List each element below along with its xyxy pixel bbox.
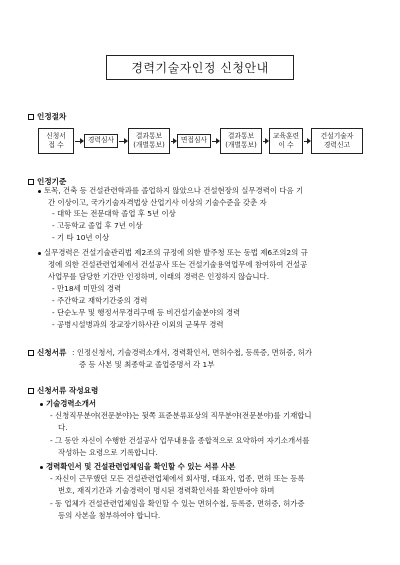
section-heading-procedure: 인정절차 xyxy=(28,111,66,122)
arrow-right-icon xyxy=(171,141,176,142)
text-line: - 대학 또는 전문대학 졸업 후 5년 이상 xyxy=(52,209,176,218)
text-line: - 그 동안 자신이 수행한 건설공사 업무내용을 종합적으로 요약하여 자기소개서를 xyxy=(50,436,310,445)
arrow-right-icon xyxy=(119,141,127,142)
section-heading-howto: 신청서류 작성요령 xyxy=(28,385,98,396)
flow-step-career-report: 건설기술자 경력신고 xyxy=(311,128,363,154)
bullet-dot-icon xyxy=(40,403,43,406)
square-bullet-icon xyxy=(28,350,34,356)
text-line: - 공병시설병과의 장교장기하사관 이외의 군복무 경력 xyxy=(52,320,224,329)
procedure-flowchart xyxy=(38,128,368,154)
text-line: 사업무를 담당한 기간만 인정하며, 이래의 경력은 인정하지 않습니다. xyxy=(48,272,270,281)
document-title-box xyxy=(106,55,294,80)
criteria-bullet-1: 토목, 건축 등 건설관련학과를 졸업하지 않았으나 건설현장의 실무경력이 다음 기 xyxy=(38,185,303,196)
section-heading-criteria: 인정기준 xyxy=(28,176,66,187)
flow-step-result-notice-2: 결과통보 (개별통보) xyxy=(220,128,262,154)
text-line: - 자신이 근무했던 모든 건설관련업체에서 회사명, 대표자, 업종, 면허 또는 등록 xyxy=(50,474,305,483)
flow-step-career-review: 경력심사 xyxy=(84,134,118,148)
howto-subheading-2: 경력확인서 및 건설관련업체임을 확인할 수 있는 서류 사본 xyxy=(40,461,235,472)
text-line: - 동 업체가 건설관련업체임을 확인할 수 있는 면허수첩, 등록증, 면허증, 허가증 xyxy=(50,499,305,508)
section-heading-documents: 신청서류 xyxy=(28,347,66,358)
text-line: 등의 사본을 첨부하여야 합니다. xyxy=(58,511,161,520)
text-line: - 만18세 미만의 경력 xyxy=(52,284,122,293)
text-line: 간 이상이고, 국가기술자격법상 산업기사 이상의 기술수준을 갖춘 자 xyxy=(48,198,267,207)
text-line: 번호, 재직기간과 기술경력이 명시된 경력확인서를 확인받아야 하며 xyxy=(58,486,275,495)
text-line: - 신청직무분야(전문분야)는 뒷쪽 표준분류표상의 직무분야(전문분야)를 기재합니 xyxy=(50,411,312,420)
flow-step-training: 교육훈련 이 수 xyxy=(269,128,303,154)
documents-line-2: 증 등 사본 및 최종학교 졸업증명서 각 1부 xyxy=(79,360,215,369)
arrow-right-icon xyxy=(75,141,83,142)
flow-step-result-notice-1: 결과통보 (개별통보) xyxy=(128,128,170,154)
square-bullet-icon xyxy=(28,388,34,394)
howto-subheading-1: 기술경력소개서 xyxy=(40,398,96,409)
bullet-dot-icon xyxy=(38,252,41,255)
arrow-right-icon xyxy=(263,141,268,142)
text-line: 정에 의한 건설관련업체에서 건설공사 또는 건설기술용역업무에 참여하여 건설공 xyxy=(48,260,308,269)
bullet-dot-icon xyxy=(38,190,41,193)
document-title: 경력기술자인정 신청안내 xyxy=(131,60,269,75)
square-bullet-icon xyxy=(28,114,34,120)
criteria-bullet-2: 실무경력은 건설기술관리법 제2조의 규정에 의한 발주청 또는 동법 제6조의2의 규 xyxy=(38,247,308,258)
square-bullet-icon xyxy=(28,179,34,185)
text-line: - 기 타 10년 이상 xyxy=(52,233,110,242)
flow-step-interview: 면접심사 xyxy=(177,134,211,148)
text-line: - 고등학교 졸업 후 7년 이상 xyxy=(52,221,143,230)
text-line: - 주간학교 재학기간중의 경력 xyxy=(52,296,148,305)
arrow-right-icon xyxy=(304,141,310,142)
documents-line-1: : 인정신청서, 기술경력소개서, 경력확인서, 면허수첩, 등록증, 면허증, 허가 xyxy=(72,348,313,357)
text-line: - 단순노무 및 행정서무경리구매 등 비건설기술분야의 경력 xyxy=(52,308,241,317)
bullet-dot-icon xyxy=(40,466,43,469)
text-line: 작성하는 요령으로 기록합니다. xyxy=(58,448,158,457)
flow-step-application: 신청서 접 수 xyxy=(38,128,74,154)
arrow-right-icon xyxy=(212,141,219,142)
text-line: 다. xyxy=(58,423,68,432)
